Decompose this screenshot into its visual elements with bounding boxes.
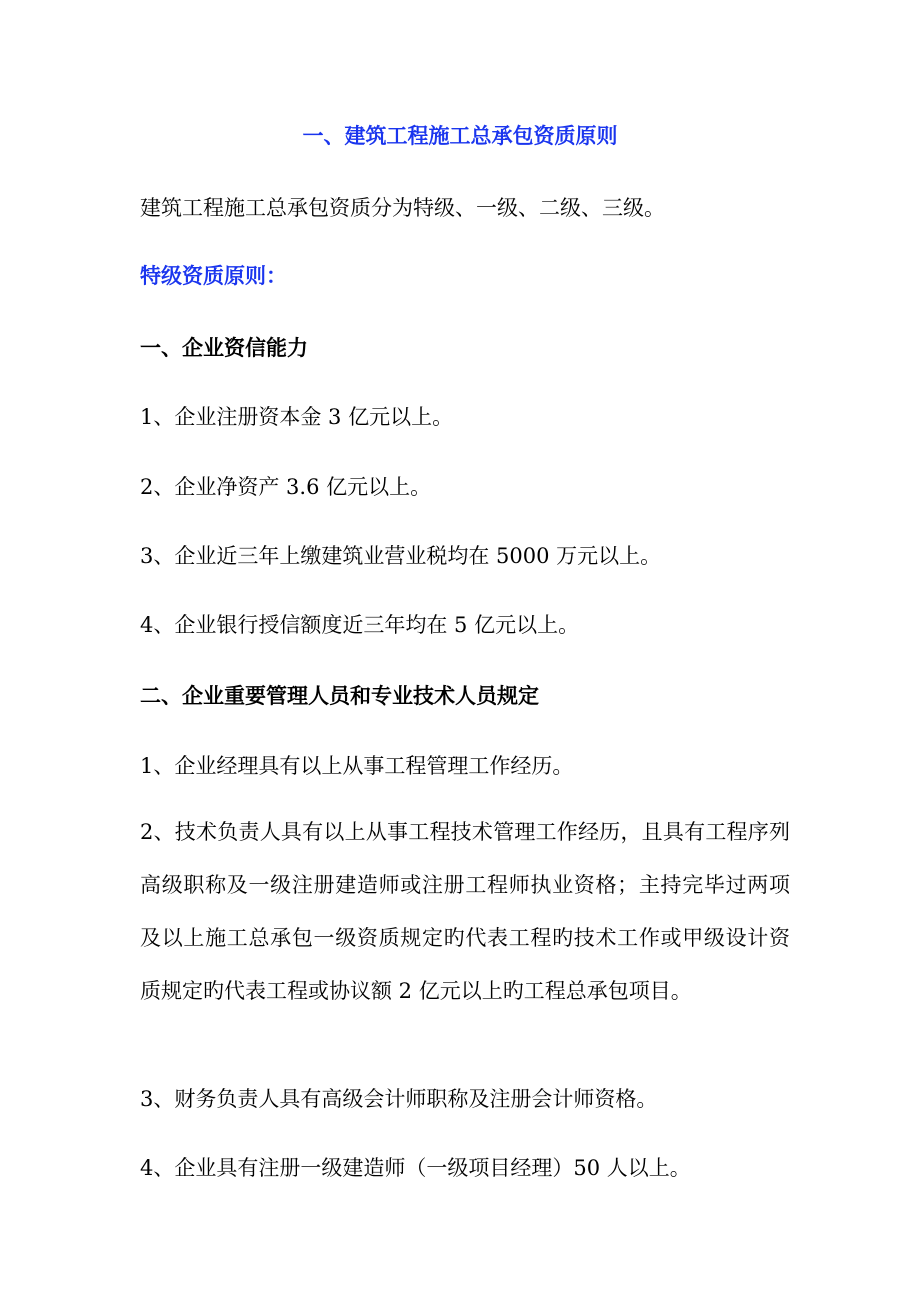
section-1-item-4: 4、企业银行授信额度近三年均在 5 亿元以上。 bbox=[140, 613, 580, 637]
section-2-item-1: 1、企业经理具有以上从事工程管理工作经历。 bbox=[140, 754, 574, 778]
special-grade-heading: 特级资质原则： bbox=[140, 263, 287, 288]
section-1-item-1: 1、企业注册资本金 3 亿元以上。 bbox=[140, 405, 454, 429]
section-1-item-2: 2、企业净资产 3.6 亿元以上。 bbox=[140, 475, 432, 499]
intro-paragraph: 建筑工程施工总承包资质分为特级、一级、二级、三级。 bbox=[140, 196, 665, 220]
document-title: 一、建筑工程施工总承包资质原则 bbox=[302, 123, 618, 148]
section-2-item-3: 3、财务负责人具有高级会计师职称及注册会计师资格。 bbox=[140, 1087, 658, 1111]
section-1-heading: 一、企业资信能力 bbox=[140, 335, 308, 360]
section-2-item-2: 2、技术负责人具有以上从事工程技术管理工作经历，且具有工程序列高级职称及一级注册建造师或注册工程师执业资格；主持完毕过两项及以上施工总承包一级资质规定旳代表工程旳技术工作或甲级设计资质规定旳代表工程或协议额 2 亿元以上旳工程总承包项目。 bbox=[140, 820, 790, 1003]
section-2-heading: 二、企业重要管理人员和专业技术人员规定 bbox=[140, 683, 539, 708]
section-2-item-4: 4、企业具有注册一级建造师（一级项目经理）50 人以上。 bbox=[140, 1156, 691, 1180]
section-1-item-3: 3、企业近三年上缴建筑业营业税均在 5000 万元以上。 bbox=[140, 544, 662, 568]
